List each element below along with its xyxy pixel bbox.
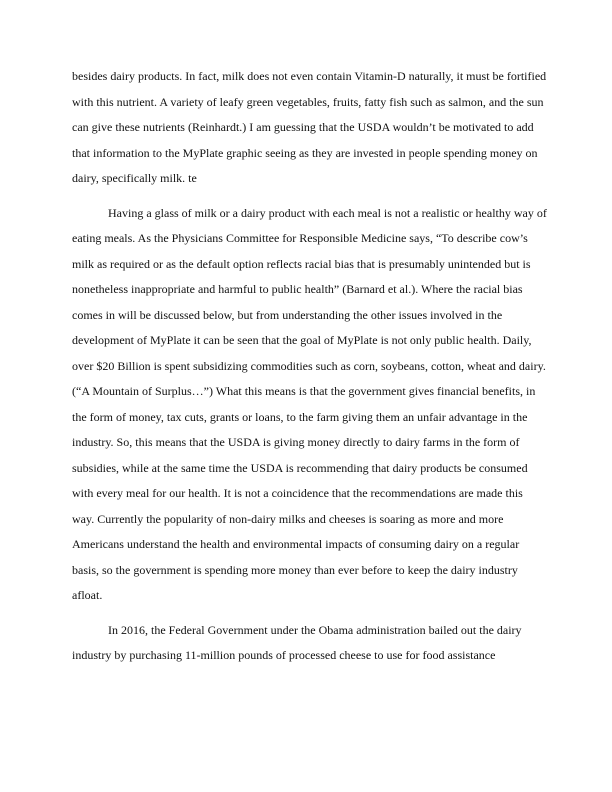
paragraph-milk-realistic: Having a glass of milk or a dairy product with each meal is not a realistic or healthy way of eating meals. As the Physicians Committee for Responsible Medicine says, “To describe cow’s milk as required or as the default option reflects racial bias that is presumably unintended but is nonetheless inappropriate and harmful to public health” (Barnard et al.). Where the racial bias comes in will be discussed below, but from understanding the other issues involved in the development of MyPlate it can be seen that the goal of MyPlate is not only public health. Daily, over $20 Billion is spent subsidizing commodities such as corn, soybeans, cotton, wheat and dairy. (“A Mountain of Surplus…”) What this means is that the government gives financial benefits, in the form of money, tax cuts, grants or loans, to the farm giving them an unfair advantage in the industry. So, this means that the USDA is giving money directly to dairy farms in the form of subsidies, while at the same time the USDA is recommending that dairy products be consumed with every meal for our health. It is not a coincidence that the recommendations are made this way. Currently the popularity of non-dairy milks and cheeses is soaring as more and more Americans understand the health and environmental impacts of consuming dairy on a regular basis, so the government is spending more money than ever before to keep the dairy industry afloat. [72, 205, 547, 602]
paragraph-2016-bailout: In 2016, the Federal Government under the Obama administration bailed out the dairy industry by purchasing 11-million pounds of processed cheese to use for food assistance [72, 622, 522, 662]
body-text [72, 64, 547, 678]
paragraph-continuation: besides dairy products. In fact, milk does not even contain Vitamin-D naturally, it must be fortified with this nutrient. A variety of leafy green vegetables, fruits, fatty fish such as salmon, and the sun can give these nutrients (Reinhardt.) I am guessing that the USDA wouldn’t be motivated to add that information to the MyPlate graphic seeing as they are invested in people spending money on dairy, specifically milk. te [72, 69, 547, 185]
